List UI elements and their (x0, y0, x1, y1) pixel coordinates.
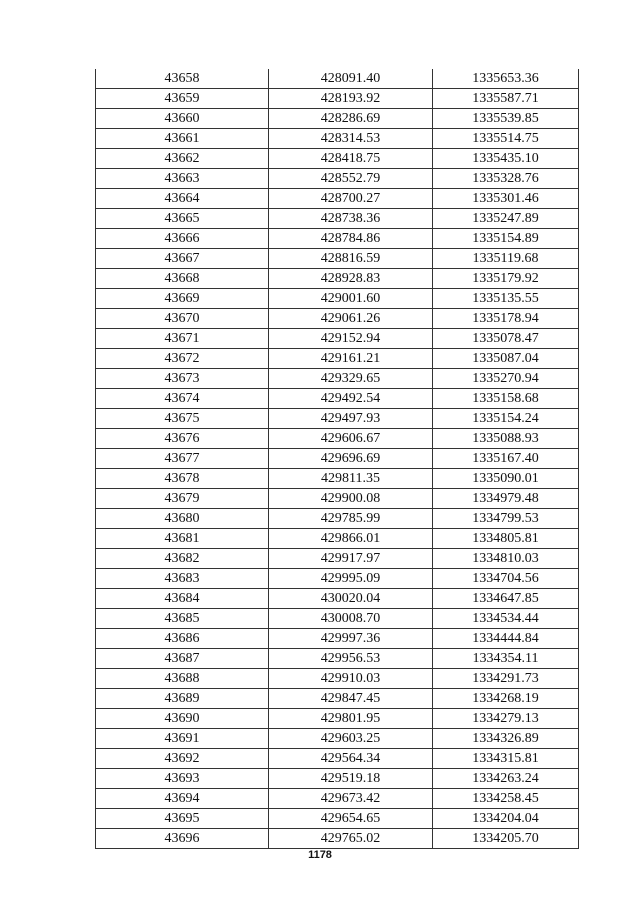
point-id-cell: 43667 (96, 249, 269, 269)
table-row (96, 89, 579, 109)
x-coordinate-cell: 429995.09 (269, 569, 433, 589)
x-coordinate-cell: 430020.04 (269, 589, 433, 609)
x-coordinate-cell: 429061.26 (269, 309, 433, 329)
y-coordinate-cell: 1334354.11 (433, 649, 579, 669)
point-id-cell: 43688 (96, 669, 269, 689)
point-id-cell: 43676 (96, 429, 269, 449)
coordinates-table (95, 69, 579, 849)
table-row (96, 589, 579, 609)
x-coordinate-cell: 428928.83 (269, 269, 433, 289)
x-coordinate-cell: 428418.75 (269, 149, 433, 169)
y-coordinate-cell: 1335158.68 (433, 389, 579, 409)
y-coordinate-cell: 1334315.81 (433, 749, 579, 769)
y-coordinate-cell: 1334979.48 (433, 489, 579, 509)
y-coordinate-cell: 1334279.13 (433, 709, 579, 729)
x-coordinate-cell: 429519.18 (269, 769, 433, 789)
point-id-cell: 43694 (96, 789, 269, 809)
y-coordinate-cell: 1335154.89 (433, 229, 579, 249)
page-number: 1178 (308, 849, 332, 861)
table-row (96, 69, 579, 89)
point-id-cell: 43692 (96, 749, 269, 769)
y-coordinate-cell: 1334810.03 (433, 549, 579, 569)
y-coordinate-cell: 1334263.24 (433, 769, 579, 789)
y-coordinate-cell: 1335078.47 (433, 329, 579, 349)
point-id-cell: 43664 (96, 189, 269, 209)
x-coordinate-cell: 429900.08 (269, 489, 433, 509)
table-row (96, 489, 579, 509)
table-row (96, 789, 579, 809)
table-row (96, 469, 579, 489)
table-row (96, 749, 579, 769)
y-coordinate-cell: 1335179.92 (433, 269, 579, 289)
table-row (96, 409, 579, 429)
x-coordinate-cell: 428286.69 (269, 109, 433, 129)
point-id-cell: 43669 (96, 289, 269, 309)
point-id-cell: 43691 (96, 729, 269, 749)
point-id-cell: 43658 (96, 69, 269, 89)
x-coordinate-cell: 429603.25 (269, 729, 433, 749)
point-id-cell: 43696 (96, 829, 269, 849)
point-id-cell: 43685 (96, 609, 269, 629)
table-row (96, 349, 579, 369)
table-row (96, 369, 579, 389)
table-row (96, 509, 579, 529)
y-coordinate-cell: 1335135.55 (433, 289, 579, 309)
x-coordinate-cell: 429696.69 (269, 449, 433, 469)
x-coordinate-cell: 429001.60 (269, 289, 433, 309)
point-id-cell: 43673 (96, 369, 269, 389)
x-coordinate-cell: 429161.21 (269, 349, 433, 369)
x-coordinate-cell: 429606.67 (269, 429, 433, 449)
point-id-cell: 43660 (96, 109, 269, 129)
table-row (96, 149, 579, 169)
x-coordinate-cell: 429917.97 (269, 549, 433, 569)
table-row (96, 649, 579, 669)
table-row (96, 449, 579, 469)
table-row (96, 229, 579, 249)
point-id-cell: 43668 (96, 269, 269, 289)
x-coordinate-cell: 429152.94 (269, 329, 433, 349)
table-row (96, 329, 579, 349)
point-id-cell: 43684 (96, 589, 269, 609)
y-coordinate-cell: 1334326.89 (433, 729, 579, 749)
point-id-cell: 43674 (96, 389, 269, 409)
coordinates-table-body (96, 69, 579, 849)
y-coordinate-cell: 1335539.85 (433, 109, 579, 129)
y-coordinate-cell: 1335167.40 (433, 449, 579, 469)
point-id-cell: 43663 (96, 169, 269, 189)
x-coordinate-cell: 429910.03 (269, 669, 433, 689)
table-row (96, 629, 579, 649)
y-coordinate-cell: 1335178.94 (433, 309, 579, 329)
y-coordinate-cell: 1335514.75 (433, 129, 579, 149)
y-coordinate-cell: 1335090.01 (433, 469, 579, 489)
table-row (96, 689, 579, 709)
point-id-cell: 43671 (96, 329, 269, 349)
point-id-cell: 43682 (96, 549, 269, 569)
point-id-cell: 43672 (96, 349, 269, 369)
point-id-cell: 43670 (96, 309, 269, 329)
table-row (96, 569, 579, 589)
y-coordinate-cell: 1335328.76 (433, 169, 579, 189)
table-row (96, 169, 579, 189)
x-coordinate-cell: 429654.65 (269, 809, 433, 829)
table-row (96, 189, 579, 209)
x-coordinate-cell: 428314.53 (269, 129, 433, 149)
table-row (96, 309, 579, 329)
table-row (96, 249, 579, 269)
coordinates-table-container (95, 69, 578, 849)
y-coordinate-cell: 1335087.04 (433, 349, 579, 369)
point-id-cell: 43693 (96, 769, 269, 789)
point-id-cell: 43666 (96, 229, 269, 249)
point-id-cell: 43679 (96, 489, 269, 509)
y-coordinate-cell: 1334268.19 (433, 689, 579, 709)
x-coordinate-cell: 429497.93 (269, 409, 433, 429)
point-id-cell: 43690 (96, 709, 269, 729)
x-coordinate-cell: 428552.79 (269, 169, 433, 189)
point-id-cell: 43675 (96, 409, 269, 429)
table-row (96, 109, 579, 129)
table-row (96, 209, 579, 229)
y-coordinate-cell: 1335119.68 (433, 249, 579, 269)
y-coordinate-cell: 1335088.93 (433, 429, 579, 449)
point-id-cell: 43659 (96, 89, 269, 109)
point-id-cell: 43681 (96, 529, 269, 549)
table-row (96, 389, 579, 409)
table-row (96, 609, 579, 629)
y-coordinate-cell: 1334534.44 (433, 609, 579, 629)
table-row (96, 709, 579, 729)
y-coordinate-cell: 1334647.85 (433, 589, 579, 609)
x-coordinate-cell: 428193.92 (269, 89, 433, 109)
x-coordinate-cell: 428738.36 (269, 209, 433, 229)
table-row (96, 549, 579, 569)
table-row (96, 269, 579, 289)
x-coordinate-cell: 428091.40 (269, 69, 433, 89)
table-row (96, 429, 579, 449)
x-coordinate-cell: 429673.42 (269, 789, 433, 809)
table-row (96, 129, 579, 149)
point-id-cell: 43677 (96, 449, 269, 469)
x-coordinate-cell: 429997.36 (269, 629, 433, 649)
table-row (96, 729, 579, 749)
x-coordinate-cell: 429492.54 (269, 389, 433, 409)
y-coordinate-cell: 1334258.45 (433, 789, 579, 809)
point-id-cell: 43680 (96, 509, 269, 529)
y-coordinate-cell: 1334704.56 (433, 569, 579, 589)
table-row (96, 829, 579, 849)
y-coordinate-cell: 1335247.89 (433, 209, 579, 229)
y-coordinate-cell: 1334799.53 (433, 509, 579, 529)
y-coordinate-cell: 1334205.70 (433, 829, 579, 849)
y-coordinate-cell: 1335587.71 (433, 89, 579, 109)
x-coordinate-cell: 429956.53 (269, 649, 433, 669)
point-id-cell: 43689 (96, 689, 269, 709)
table-row (96, 529, 579, 549)
x-coordinate-cell: 429811.35 (269, 469, 433, 489)
x-coordinate-cell: 429866.01 (269, 529, 433, 549)
x-coordinate-cell: 428784.86 (269, 229, 433, 249)
x-coordinate-cell: 429785.99 (269, 509, 433, 529)
x-coordinate-cell: 429801.95 (269, 709, 433, 729)
y-coordinate-cell: 1335653.36 (433, 69, 579, 89)
y-coordinate-cell: 1335435.10 (433, 149, 579, 169)
y-coordinate-cell: 1334291.73 (433, 669, 579, 689)
y-coordinate-cell: 1334444.84 (433, 629, 579, 649)
point-id-cell: 43665 (96, 209, 269, 229)
x-coordinate-cell: 429765.02 (269, 829, 433, 849)
x-coordinate-cell: 429847.45 (269, 689, 433, 709)
point-id-cell: 43662 (96, 149, 269, 169)
point-id-cell: 43678 (96, 469, 269, 489)
y-coordinate-cell: 1335270.94 (433, 369, 579, 389)
table-row (96, 669, 579, 689)
table-row (96, 809, 579, 829)
point-id-cell: 43695 (96, 809, 269, 829)
x-coordinate-cell: 429329.65 (269, 369, 433, 389)
x-coordinate-cell: 428700.27 (269, 189, 433, 209)
y-coordinate-cell: 1335301.46 (433, 189, 579, 209)
table-row (96, 289, 579, 309)
point-id-cell: 43661 (96, 129, 269, 149)
x-coordinate-cell: 429564.34 (269, 749, 433, 769)
point-id-cell: 43686 (96, 629, 269, 649)
table-row (96, 769, 579, 789)
y-coordinate-cell: 1335154.24 (433, 409, 579, 429)
point-id-cell: 43683 (96, 569, 269, 589)
x-coordinate-cell: 428816.59 (269, 249, 433, 269)
y-coordinate-cell: 1334805.81 (433, 529, 579, 549)
x-coordinate-cell: 430008.70 (269, 609, 433, 629)
y-coordinate-cell: 1334204.04 (433, 809, 579, 829)
point-id-cell: 43687 (96, 649, 269, 669)
